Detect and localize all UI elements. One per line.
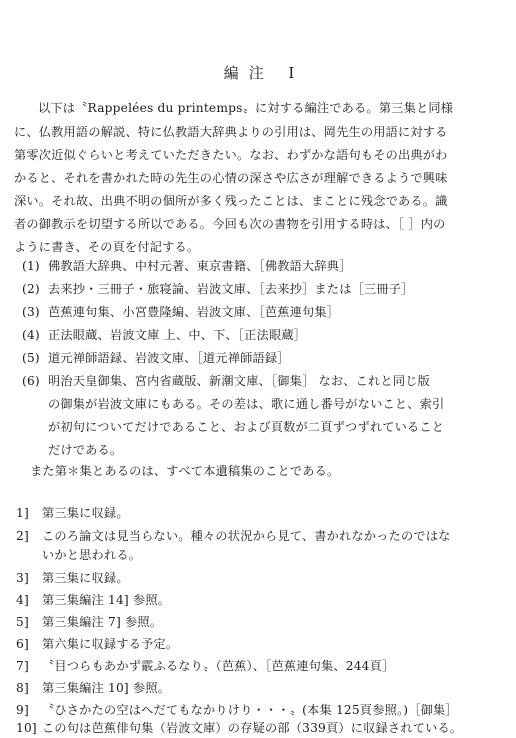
- note-text: 第三集編注 10] 参照。: [42, 681, 171, 695]
- source-number: (2): [22, 282, 40, 296]
- note-number: 4]: [16, 593, 29, 607]
- source-item: [22, 327, 306, 343]
- note-number: 6]: [16, 637, 29, 651]
- note-item: [16, 658, 394, 674]
- source-text: 佛教語大辞典、中村元著、東京書籍、［佛教語大辞典］: [48, 259, 352, 273]
- source-text: 道元禅師語録、岩波文庫、［道元禅師語録］: [48, 351, 290, 365]
- note-item: [16, 614, 162, 630]
- note-number: 10]: [16, 721, 37, 735]
- note-text: 第三集編注 14] 参照。: [42, 593, 171, 607]
- source-text-continued: の御集が岩波文庫にもある。その差は、歌に通し番号がないこと、索引: [48, 397, 445, 411]
- intro-line: かると、それを書かれた時の先生の心情の深さや広さが理解できるようで興味: [14, 171, 448, 185]
- source-text: 芭蕉連句集、小宮豊隆編、岩波文庫、［芭蕉連句集］: [48, 305, 340, 319]
- source-number: (6): [22, 374, 40, 388]
- source-item: [22, 258, 352, 274]
- note-number: 9]: [16, 703, 29, 717]
- source-text: 正法眼蔵、岩波文庫 上、中、下、［正法眼蔵］: [48, 328, 307, 342]
- note-text: この句は芭蕉俳句集（岩波文庫）の存疑の部（339頁）に収録されている。: [42, 721, 463, 735]
- source-text: 去来抄・三冊子・旅寝論、岩波文庫、［去来抄］または［三冊子］: [48, 282, 414, 296]
- note-item: [16, 505, 129, 521]
- note-number: 7]: [16, 659, 29, 673]
- source-text-continued: が初句についてだけであること、および頁数が二頁ずつずれていること: [48, 420, 445, 434]
- note-text: このろ論文は見当らない。種々の状況から見て、書かれなかったのではな: [42, 529, 451, 543]
- source-text: 明治天皇御集、宮内省蔵版、新潮文庫、［御集］ なお、これと同じ版: [48, 374, 430, 388]
- intro-line: 深い。それ故、出典不明の個所が多く残ったことは、まことに残念である。識: [14, 194, 448, 208]
- note-text: 第三集編注 7] 参照。: [42, 615, 163, 629]
- note-text-continued: いかと思われる。: [42, 548, 142, 562]
- source-number: (4): [22, 328, 40, 342]
- source-number: (1): [22, 259, 40, 273]
- note-item: [16, 720, 462, 736]
- note-number: 8]: [16, 681, 29, 695]
- source-item: [22, 281, 414, 297]
- source-item: [22, 350, 290, 366]
- intro-line: に、仏教用語の解説、特に仏教語大辞典よりの引用は、岡先生の用語に対する: [14, 125, 448, 139]
- source-item: [22, 304, 339, 320]
- note-item: [16, 570, 129, 586]
- note-item: [16, 702, 458, 718]
- note-text: 第三集に収録。: [42, 506, 129, 520]
- intro-line: 以下は〝Rappelées du printemps〟に対する編注である。第三集と同様: [38, 101, 454, 115]
- source-number: (5): [22, 351, 40, 365]
- note-number: 2]: [16, 529, 29, 543]
- source-number: (3): [22, 305, 40, 319]
- note-item: [16, 636, 178, 652]
- note-item: [16, 680, 170, 696]
- note-number: 1]: [16, 506, 29, 520]
- source-text-continued: だけである。: [48, 443, 123, 457]
- note-text: 第六集に収録する予定。: [42, 637, 179, 651]
- note-text: 〝目つらもあかず霰ふるなり〟（芭蕉）、［芭蕉連句集、244頁］: [42, 659, 395, 673]
- closing-remark: また第＊集とあるのは、すべて本遺稿集のことである。: [30, 464, 340, 478]
- note-number: 3]: [16, 571, 29, 585]
- intro-line: 者の御教示を切望する所以である。今回も次の書物を引用する時は、［ ］内の: [14, 217, 446, 231]
- intro-line: ように書き、その頁を付記する。: [14, 240, 200, 254]
- page-title: 編注 I: [223, 64, 305, 82]
- note-text: 第三集に収録。: [42, 571, 129, 585]
- source-item: [22, 373, 430, 389]
- note-item: [16, 592, 170, 608]
- note-number: 5]: [16, 615, 29, 629]
- note-text: 〝ひさかたの空はへだてもなかりけり・・・〟(本集 125頁参照。)［御集］: [42, 703, 458, 717]
- note-item: [16, 528, 451, 544]
- intro-line: 第零次近似ぐらいと考えていただきたい。なお、わずかな語句もその出典がわ: [14, 148, 448, 162]
